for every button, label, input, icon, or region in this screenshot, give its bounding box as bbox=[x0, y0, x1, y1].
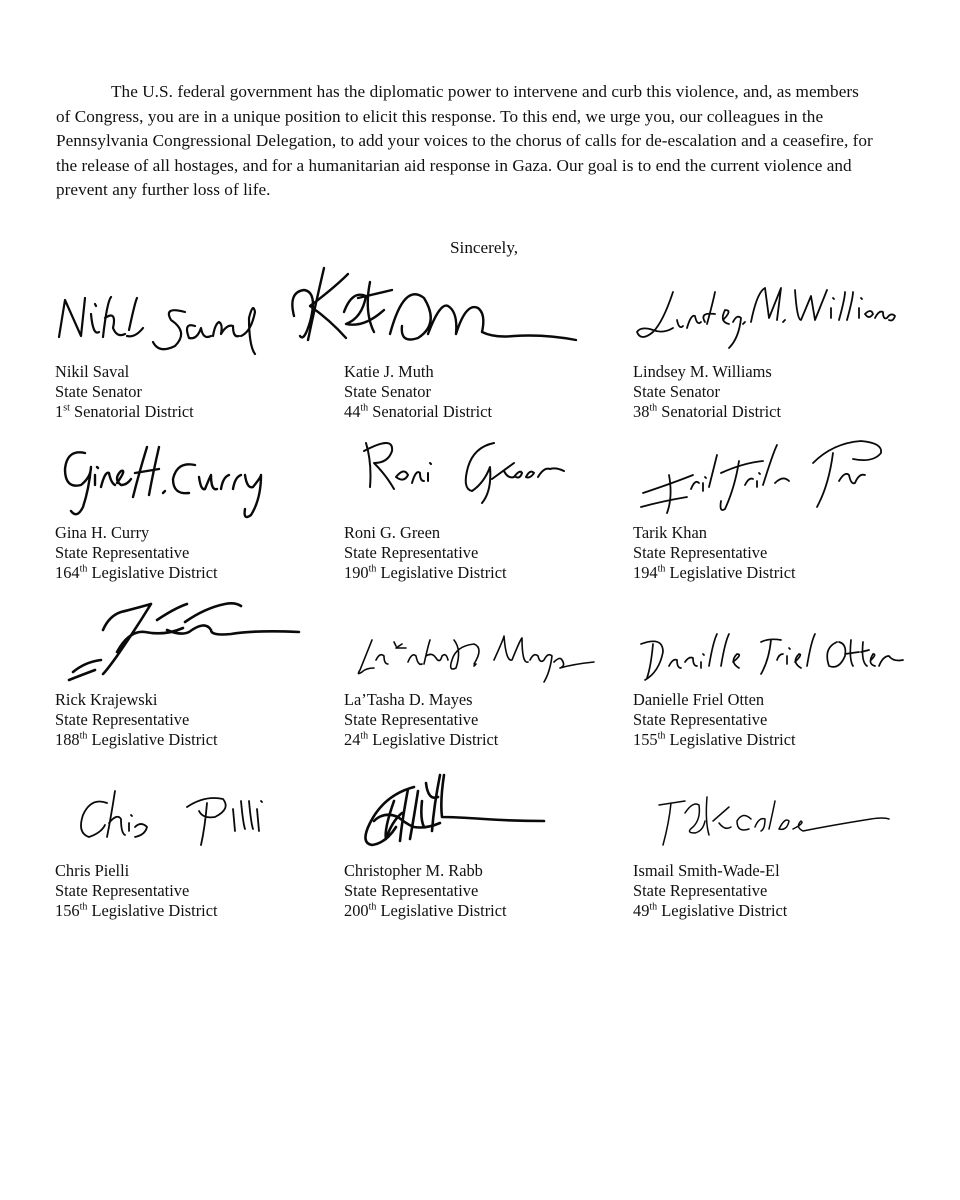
signatory-title: State Representative bbox=[633, 543, 768, 563]
signatory-name: Rick Krajewski bbox=[55, 690, 158, 709]
handwritten-signature bbox=[633, 590, 923, 690]
signatory-district: 190th Legislative District bbox=[344, 563, 507, 583]
handwritten-signature bbox=[55, 423, 345, 523]
closing-salutation: Sincerely, bbox=[450, 238, 519, 257]
signatory-district: 156th Legislative District bbox=[55, 901, 218, 921]
signature-block bbox=[344, 262, 634, 422]
handwritten-signature bbox=[55, 590, 345, 690]
signatory-title: State Representative bbox=[633, 881, 768, 901]
signatory-name: La’Tasha D. Mayes bbox=[344, 690, 473, 709]
signature-block bbox=[633, 262, 923, 422]
signatory-district: 38th Senatorial District bbox=[633, 402, 781, 422]
handwritten-signature bbox=[55, 761, 345, 861]
signature-block bbox=[55, 590, 345, 750]
signature-block bbox=[633, 423, 923, 583]
signatory-title: State Senator bbox=[633, 382, 720, 402]
signatory-name: Chris Pielli bbox=[55, 861, 130, 880]
signatory-name: Tarik Khan bbox=[633, 523, 707, 542]
signature-block bbox=[633, 590, 923, 750]
signatory-district: 24th Legislative District bbox=[344, 730, 499, 750]
signature-block bbox=[633, 761, 923, 921]
handwritten-signature bbox=[633, 761, 923, 861]
handwritten-signature bbox=[55, 262, 345, 362]
signatory-name: Christopher M. Rabb bbox=[344, 861, 483, 880]
signatory-district: 49th Legislative District bbox=[633, 901, 788, 921]
signatory-district: 194th Legislative District bbox=[633, 563, 796, 583]
signatory-title: State Representative bbox=[344, 543, 479, 563]
signatory-district: 200th Legislative District bbox=[344, 901, 507, 921]
signatory-district: 188th Legislative District bbox=[55, 730, 218, 750]
signatory-name: Danielle Friel Otten bbox=[633, 690, 765, 709]
handwritten-signature bbox=[633, 423, 923, 523]
signatory-district: 155th Legislative District bbox=[633, 730, 796, 750]
signature-block bbox=[55, 262, 345, 422]
signatory-district: 164th Legislative District bbox=[55, 563, 218, 583]
signatory-name: Gina H. Curry bbox=[55, 523, 150, 542]
signatory-title: State Representative bbox=[633, 710, 768, 730]
signatory-title: State Representative bbox=[55, 543, 190, 563]
handwritten-signature bbox=[344, 590, 634, 690]
handwritten-signature bbox=[344, 262, 634, 362]
body-paragraph: The U.S. federal government has the diplomatic power to intervene and curb this violence, and, as members of Congress, you are in a unique position to elicit this response. To this end, we urge you, our colleagues in the Pennsylvania Congressional Delegation, to add your voices to the chorus of calls for de-escalation and a ceasefire, for the release of all hostages, and for a humanitarian aid response in Gaza. Our goal is to end the current violence and prevent any further loss of life. bbox=[56, 82, 873, 199]
handwritten-signature bbox=[344, 423, 634, 523]
signature-block bbox=[344, 423, 634, 583]
signatory-title: State Representative bbox=[55, 881, 190, 901]
signatory-title: State Representative bbox=[344, 881, 479, 901]
signatory-name: Nikil Saval bbox=[55, 362, 130, 381]
signatory-district: 1st Senatorial District bbox=[55, 402, 194, 422]
handwritten-signature bbox=[344, 761, 634, 861]
signatory-title: State Senator bbox=[344, 382, 431, 402]
handwritten-signature bbox=[633, 262, 923, 362]
signature-block bbox=[55, 761, 345, 921]
signatory-name: Ismail Smith-Wade-El bbox=[633, 861, 780, 880]
signatory-name: Lindsey M. Williams bbox=[633, 362, 772, 381]
signatory-name: Katie J. Muth bbox=[344, 362, 434, 381]
signatory-title: State Representative bbox=[344, 710, 479, 730]
signatory-title: State Senator bbox=[55, 382, 142, 402]
signature-block bbox=[344, 590, 634, 750]
signature-block bbox=[344, 761, 634, 921]
signatory-title: State Representative bbox=[55, 710, 190, 730]
signature-block bbox=[55, 423, 345, 583]
signatory-district: 44th Senatorial District bbox=[344, 402, 492, 422]
signatory-name: Roni G. Green bbox=[344, 523, 441, 542]
